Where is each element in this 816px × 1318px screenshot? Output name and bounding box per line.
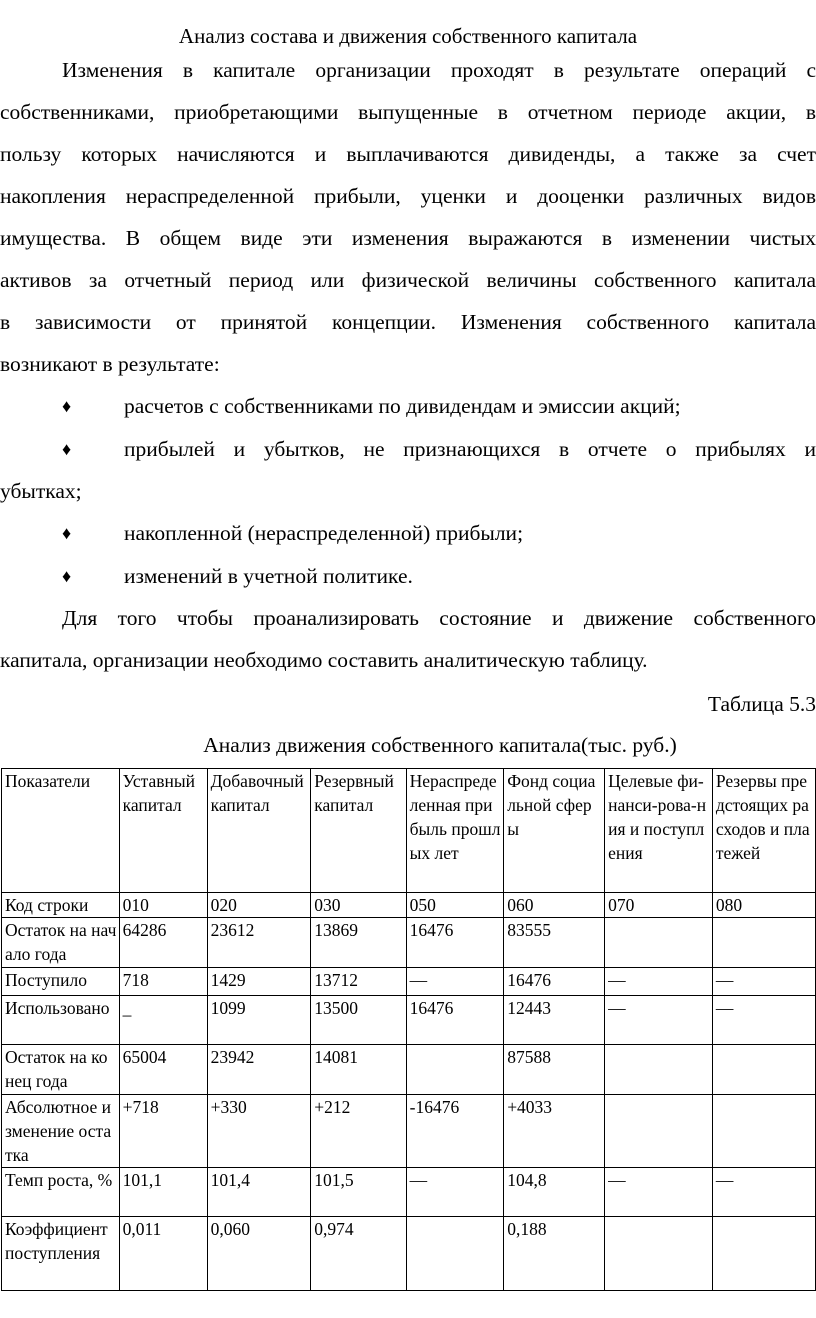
intro-paragraph: [0, 49, 816, 385]
table-row: [2, 1217, 816, 1291]
table-cell: +330: [207, 1095, 311, 1168]
table-cell: 13869: [311, 918, 406, 968]
diamond-bullet-icon: ♦: [62, 396, 72, 416]
table-row: [2, 918, 816, 968]
table-cell: 0,011: [119, 1217, 207, 1291]
table-cell: 050: [406, 893, 504, 918]
table-cell: [712, 1217, 815, 1291]
table-cell: 718: [119, 968, 207, 996]
table-cell: —: [712, 968, 815, 996]
table-label: Таблица 5.3: [707, 692, 816, 716]
table-cell: 104,8: [504, 1168, 605, 1217]
table-cell: Абсолютное изменение остатка: [2, 1095, 120, 1168]
table-cell: 1099: [207, 996, 311, 1045]
paragraph-line: Изменения в капитале организации проходят в результате операций с: [62, 58, 816, 82]
header-cell: Целевые фи-нанси-рова-ния и поступления: [605, 769, 713, 893]
header-cell: Уставный капитал: [119, 769, 207, 893]
paragraph-line: в зависимости от принятой концепции. Изменения собственного капитала: [0, 310, 816, 334]
paragraph-line: накопления нераспределенной прибыли, уценки и дооценки различных видов: [0, 184, 816, 208]
table-cell: —: [605, 968, 713, 996]
table-row: [2, 1095, 816, 1168]
table-cell: _: [119, 996, 207, 1045]
table-cell: 14081: [311, 1045, 406, 1095]
header-cell: Добавочный капитал: [207, 769, 311, 893]
bullet-text: прибылей и убытков, не признающихся в отчете о прибылях и: [124, 437, 816, 461]
table-cell: [605, 1217, 713, 1291]
table-cell: Использовано: [2, 996, 120, 1045]
table-row: [2, 1168, 816, 1217]
paragraph-line: Для того чтобы проанализировать состояние и движение собственного: [62, 606, 816, 630]
table-cell: 060: [504, 893, 605, 918]
table-cell: 64286: [119, 918, 207, 968]
table-cell: Остаток на начало года: [2, 918, 120, 968]
header-cell: Фонд социальной сферы: [504, 769, 605, 893]
table-cell: [605, 1095, 713, 1168]
table-title: Анализ движения собственного капитала(тыс. руб.): [203, 733, 677, 757]
table-row: [2, 893, 816, 918]
bullet-text: накопленной (нераспределенной) прибыли;: [124, 521, 524, 545]
table-cell: 0,188: [504, 1217, 605, 1291]
table-cell: 101,4: [207, 1168, 311, 1217]
table-cell: 1429: [207, 968, 311, 996]
closing-paragraph: [0, 597, 816, 681]
table-cell: —: [712, 1168, 815, 1217]
table-cell: 87588: [504, 1045, 605, 1095]
table-cell: 0,060: [207, 1217, 311, 1291]
header-cell: Показатели: [2, 769, 120, 893]
paragraph-line: собственниками, приобретающими выпущенные в отчетном периоде акции, в: [0, 100, 816, 124]
table-row: [2, 996, 816, 1045]
diamond-bullet-icon: ♦: [62, 523, 72, 543]
table-cell: [712, 1095, 815, 1168]
paragraph-line: возникают в результате:: [0, 352, 220, 376]
table-cell: 030: [311, 893, 406, 918]
page-title: Анализ состава и движения собственного капитала: [178, 24, 638, 48]
table-cell: 070: [605, 893, 713, 918]
table-cell: 101,5: [311, 1168, 406, 1217]
header-cell: Резервный капитал: [311, 769, 406, 893]
table-cell: —: [406, 1168, 504, 1217]
table-cell: —: [406, 968, 504, 996]
table-cell: Коэффициент поступления: [2, 1217, 120, 1291]
diamond-bullet-icon: ♦: [62, 439, 72, 459]
table-cell: 0,974: [311, 1217, 406, 1291]
table-header-row: [2, 769, 816, 893]
table-cell: +4033: [504, 1095, 605, 1168]
table-cell: 010: [119, 893, 207, 918]
table-cell: [712, 1045, 815, 1095]
table-cell: 83555: [504, 918, 605, 968]
header-cell: Резервы предстоящих расходов и платежей: [712, 769, 815, 893]
diamond-bullet-icon: ♦: [62, 566, 72, 586]
paragraph-line: имущества. В общем виде эти изменения выражаются в изменении чистых: [0, 226, 816, 250]
table-cell: 13500: [311, 996, 406, 1045]
table-cell: +718: [119, 1095, 207, 1168]
table-cell: -16476: [406, 1095, 504, 1168]
table-cell: 65004: [119, 1045, 207, 1095]
table-cell: 16476: [504, 968, 605, 996]
table-cell: Остаток на конец года: [2, 1045, 120, 1095]
table-cell: Код строки: [2, 893, 120, 918]
table-cell: 16476: [406, 918, 504, 968]
table-cell: 080: [712, 893, 815, 918]
table-cell: [406, 1045, 504, 1095]
bullet-text: расчетов с собственниками по дивидендам и эмиссии акций;: [124, 394, 681, 418]
table-cell: 020: [207, 893, 311, 918]
table-cell: Поступило: [2, 968, 120, 996]
table-cell: 23612: [207, 918, 311, 968]
table-cell: —: [605, 1168, 713, 1217]
table-cell: 101,1: [119, 1168, 207, 1217]
paragraph-line: пользу которых начисляются и выплачиваются дивиденды, а также за счет: [0, 142, 816, 166]
table-cell: 23942: [207, 1045, 311, 1095]
table-cell: —: [605, 996, 713, 1045]
table-cell: 13712: [311, 968, 406, 996]
table-cell: [712, 918, 815, 968]
paragraph-line: активов за отчетный период или физической величины собственного капитала: [0, 268, 816, 292]
header-cell: Нераспределенная прибыль прошлых лет: [406, 769, 504, 893]
table-cell: Темп роста, %: [2, 1168, 120, 1217]
bullet-text: изменений в учетной политике.: [124, 564, 413, 588]
table-cell: +212: [311, 1095, 406, 1168]
capital-movement-table: [1, 768, 816, 1291]
bullet-text-continuation: убытках;: [0, 479, 82, 503]
table-cell: 12443: [504, 996, 605, 1045]
table-cell: [605, 1045, 713, 1095]
table-row: [2, 1045, 816, 1095]
table-row: [2, 968, 816, 996]
table-cell: 16476: [406, 996, 504, 1045]
paragraph-line: капитала, организации необходимо составить аналитическую таблицу.: [0, 648, 648, 672]
table-cell: —: [712, 996, 815, 1045]
table-cell: [406, 1217, 504, 1291]
table-cell: [605, 918, 713, 968]
